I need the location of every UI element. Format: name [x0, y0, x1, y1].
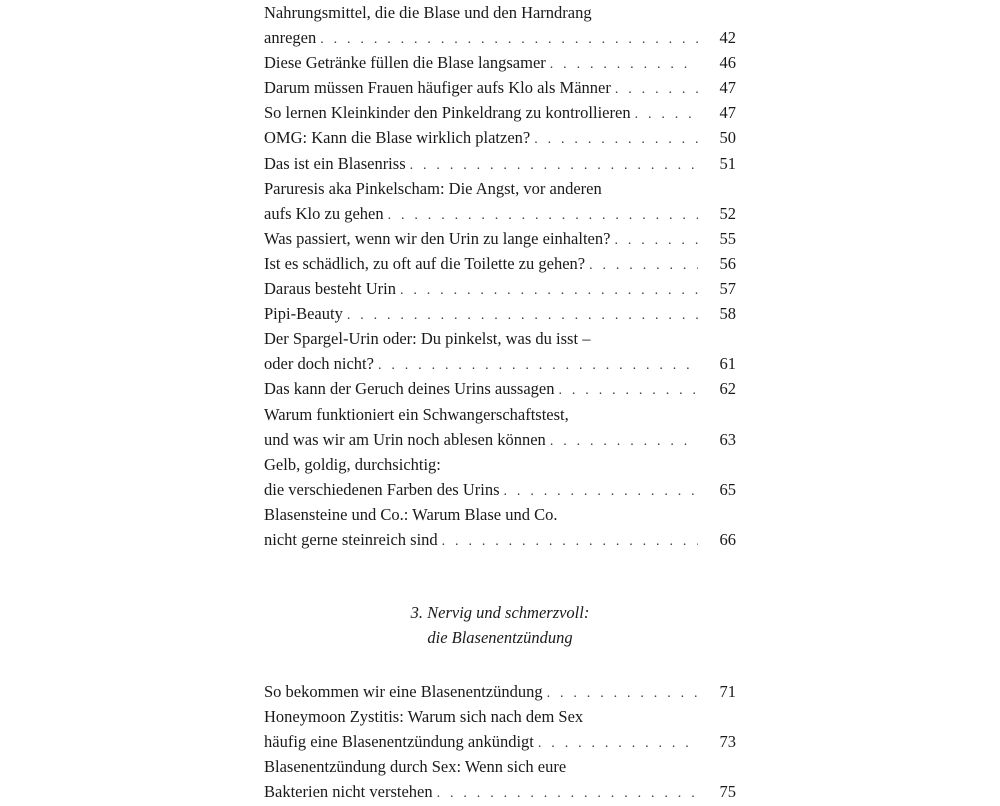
toc-entry-title: Nahrungsmittel, die die Blase und den Harndrang	[264, 3, 592, 22]
toc-entry-line-with-page	[264, 527, 736, 552]
dot-leader	[614, 228, 698, 253]
toc-page-number: 46	[719, 53, 736, 73]
toc-entry-title: Der Spargel-Urin oder: Du pinkelst, was du isst –	[264, 329, 591, 349]
toc-entry-title: Das ist ein Blasenriss	[264, 153, 406, 173]
dot-leader	[538, 731, 698, 756]
toc-page-number: 66	[719, 529, 736, 549]
toc-entry-line-with-page	[264, 201, 736, 226]
toc-entry-line-with-page	[264, 151, 736, 176]
toc-entry	[264, 50, 736, 75]
toc-entry-title: Blasensteine und Co.: Warum Blase und Co.	[264, 504, 558, 524]
toc-entry-line-with-page	[264, 729, 736, 754]
toc-entry-title: So lernen Kleinkinder den Pinkeldrang zu kontrollieren	[264, 103, 631, 123]
toc-entry-title: die verschiedenen Farben des Urins	[264, 479, 500, 499]
dot-leader	[347, 303, 698, 328]
toc-page-number: 47	[719, 103, 736, 123]
toc-entry	[264, 100, 736, 125]
toc-entry	[264, 679, 736, 704]
toc-entry-line	[264, 754, 736, 779]
toc-page-number: 42	[719, 28, 736, 48]
dot-leader	[400, 278, 698, 303]
toc-entry	[264, 251, 736, 276]
dot-leader	[534, 127, 698, 152]
toc-page-number: 52	[719, 203, 736, 223]
dot-leader	[615, 77, 698, 102]
toc-entry-line-with-page	[264, 679, 736, 704]
toc-entry-title: Blasenentzündung durch Sex: Wenn sich eure	[264, 757, 567, 777]
toc-entry	[264, 125, 736, 150]
toc-page-number: 58	[719, 304, 736, 324]
toc-entry	[264, 0, 736, 50]
chapter-heading	[264, 600, 736, 650]
toc-entry-title: und was wir am Urin noch ablesen können	[264, 429, 546, 449]
toc-entry-line	[264, 502, 736, 527]
toc-entry	[264, 301, 736, 326]
dot-leader	[410, 153, 698, 178]
toc-page-number: 75	[719, 782, 736, 802]
toc-entry-line-with-page	[264, 251, 736, 276]
toc-entry-title: Das kann der Geruch deines Urins aussagen	[264, 379, 555, 399]
toc-entry-title: Pipi-Beauty	[264, 304, 343, 324]
toc-entry-line-with-page	[264, 427, 736, 452]
toc-entry-line-with-page	[264, 301, 736, 326]
toc-entry	[264, 704, 736, 754]
toc-page-number: 61	[719, 354, 736, 374]
toc-entry	[264, 75, 736, 100]
toc-page-number: 71	[719, 682, 736, 701]
toc-entry-line-with-page	[264, 351, 736, 376]
toc-entry-title: Diese Getränke füllen die Blase langsamer	[264, 53, 546, 73]
dot-leader	[550, 52, 698, 77]
toc-entry-line-with-page	[264, 75, 736, 100]
toc-entry-title: OMG: Kann die Blase wirklich platzen?	[264, 128, 531, 148]
toc-entry	[264, 326, 736, 376]
toc-entry-title: oder doch nicht?	[264, 354, 374, 374]
toc-entry	[264, 502, 736, 552]
toc-entry-line	[264, 402, 736, 427]
toc-entry	[264, 754, 736, 804]
toc-entry-title: Gelb, goldig, durchsichtig:	[264, 454, 441, 474]
toc-page-number: 57	[719, 279, 736, 299]
toc-entry-line-with-page	[264, 276, 736, 301]
toc-entry-title: Warum funktioniert ein Schwangerschaftstest,	[264, 404, 569, 424]
dot-leader	[504, 479, 698, 504]
toc-entry-title: So bekommen wir eine Blasenentzündung	[264, 682, 543, 701]
toc-entry-title: Daraus besteht Urin	[264, 279, 396, 299]
toc-entry-line-with-page	[264, 100, 736, 125]
toc-entry	[264, 402, 736, 452]
toc-page-number: 50	[719, 128, 736, 148]
dot-leader	[550, 429, 698, 454]
toc-entry-title: Honeymoon Zystitis: Warum sich nach dem Sex	[264, 707, 584, 727]
toc-entry-title: Ist es schädlich, zu oft auf die Toilette zu gehen?	[264, 253, 586, 273]
toc-entry-line-with-page	[264, 477, 736, 502]
toc-entry-title: häufig eine Blasenentzündung ankündigt	[264, 732, 534, 752]
toc-list-top	[264, 0, 736, 552]
toc-entry	[264, 176, 736, 226]
toc-entry-line	[264, 326, 736, 351]
toc-entry-line	[264, 452, 736, 477]
dot-leader	[635, 102, 698, 127]
toc-entry-line-with-page	[264, 25, 736, 50]
chapter-heading-line-1: 3. Nervig und schmerzvoll:	[410, 603, 590, 622]
toc-entry-line-with-page	[264, 50, 736, 75]
toc-entry	[264, 276, 736, 301]
toc-entry	[264, 452, 736, 502]
toc-entry-line-with-page	[264, 226, 736, 251]
toc-entry	[264, 376, 736, 401]
toc-entry	[264, 226, 736, 251]
toc-entry-line-with-page	[264, 125, 736, 150]
toc-page-number: 63	[719, 429, 736, 449]
toc-entry-line-with-page	[264, 779, 736, 804]
toc-list-bottom	[264, 679, 736, 804]
toc-entry-line	[264, 176, 736, 201]
toc-entry-title: anregen	[264, 28, 317, 48]
toc-page-number: 51	[719, 153, 736, 173]
dot-leader	[378, 353, 698, 378]
toc-page-number: 55	[719, 228, 736, 248]
toc-entry-title: Bakterien nicht verstehen	[264, 782, 433, 802]
toc-page-number: 47	[719, 78, 736, 98]
toc-page-number: 73	[719, 732, 736, 752]
toc-entry-title: Darum müssen Frauen häufiger aufs Klo als Männer	[264, 78, 611, 98]
dot-leader	[547, 681, 698, 706]
toc-entry-line-with-page	[264, 376, 736, 401]
toc-entry-title: Paruresis aka Pinkelscham: Die Angst, vor anderen	[264, 178, 602, 198]
toc-entry-title: Was passiert, wenn wir den Urin zu lange einhalten?	[264, 228, 611, 248]
toc-entry-line	[264, 704, 736, 729]
toc-page-number: 65	[719, 479, 736, 499]
dot-leader	[388, 203, 698, 228]
toc-entry-title: nicht gerne steinreich sind	[264, 529, 438, 549]
dot-leader	[437, 781, 698, 806]
chapter-heading-line-2: die Blasenentzündung	[427, 628, 573, 647]
toc-page-number: 56	[719, 253, 736, 273]
toc-entry-title: aufs Klo zu gehen	[264, 203, 384, 223]
dot-leader	[442, 529, 698, 554]
toc-page-number: 62	[719, 379, 736, 399]
toc-entry	[264, 151, 736, 176]
dot-leader	[320, 27, 698, 52]
dot-leader	[589, 253, 698, 278]
dot-leader	[559, 378, 699, 403]
toc-entry-line	[264, 0, 736, 25]
